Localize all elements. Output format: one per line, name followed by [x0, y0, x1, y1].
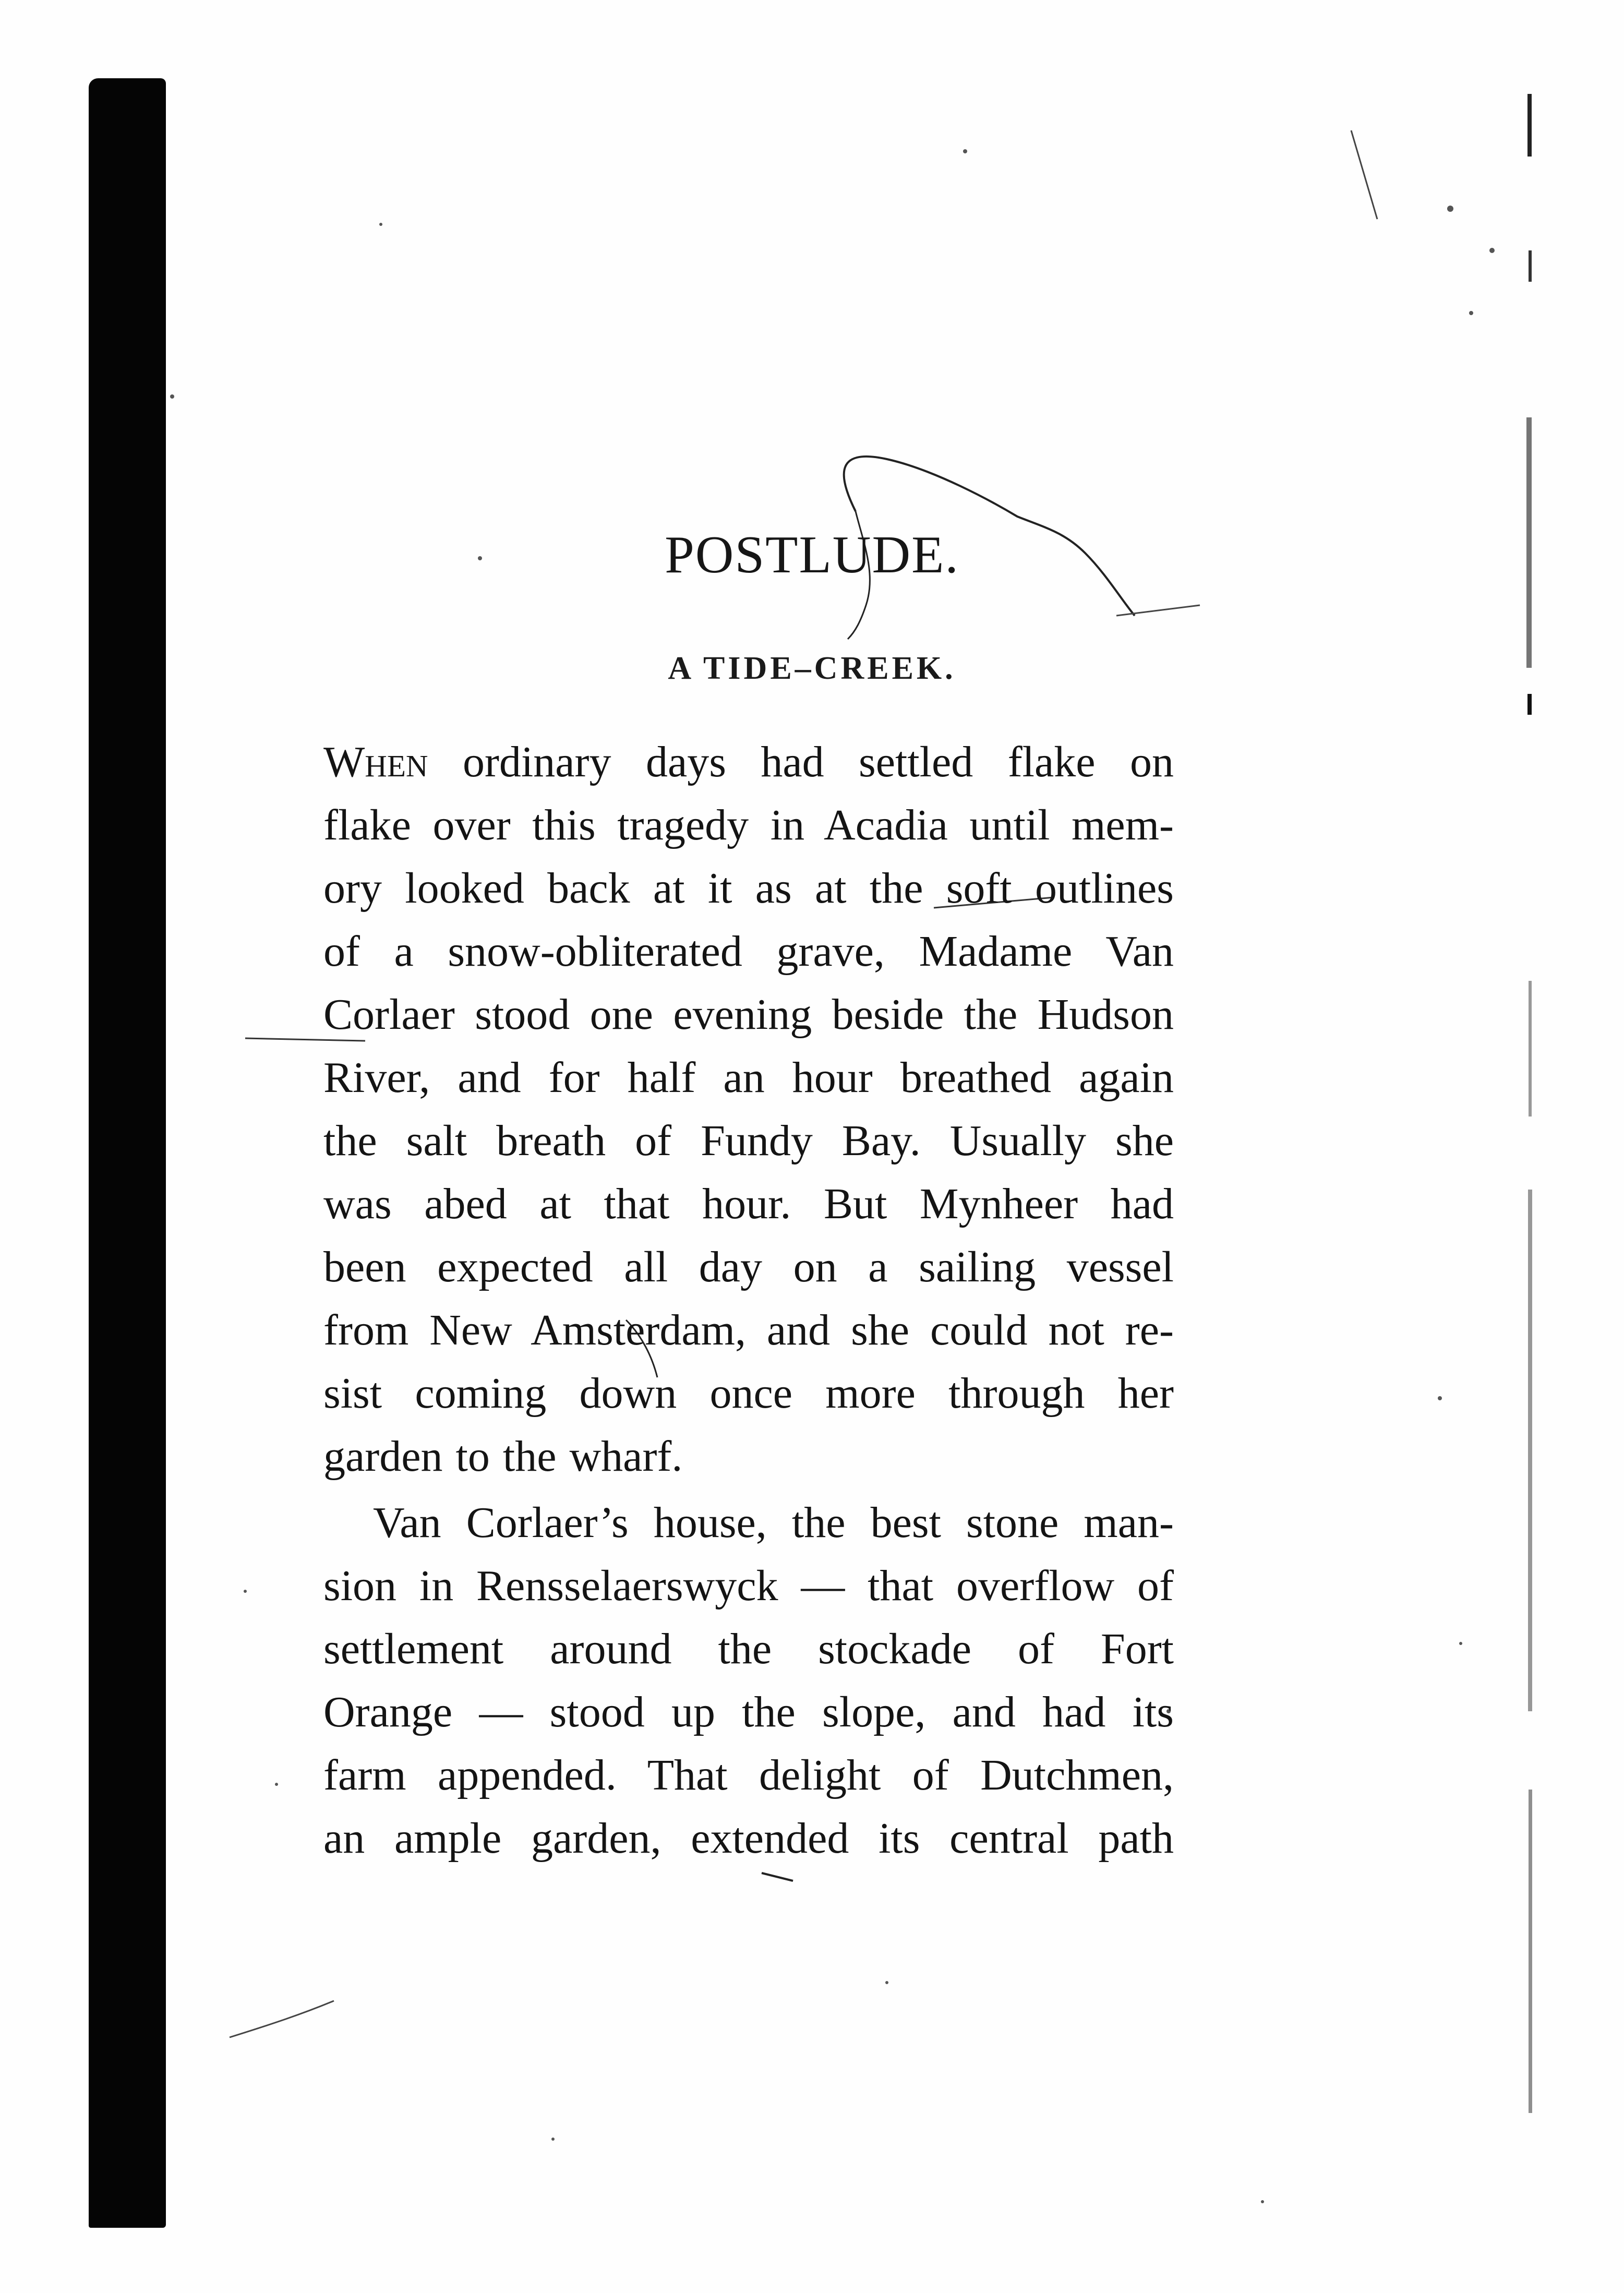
text-line: from New Amsterdam, and she could not re- [323, 1306, 1174, 1354]
text-line: was abed at that hour. But Mynheer had [323, 1180, 1174, 1228]
text-line: settlement around the stockade of Fort [323, 1625, 1174, 1673]
text-line: flake over this tragedy in Acadia until mem- [323, 801, 1174, 849]
text-line: the salt breath of Fundy Bay. Usually she [323, 1117, 1174, 1165]
lead-word: When [323, 738, 428, 786]
text-line: ory looked back at it as at the soft outlines [323, 864, 1174, 913]
text-line: farm appended. That delight of Dutchmen, [323, 1751, 1174, 1799]
text-line: an ample garden, extended its central path [323, 1814, 1174, 1863]
stray-mark [230, 2001, 334, 2037]
text-line: of a snow-obliterated grave, Madame Van [323, 927, 1174, 976]
page-title: POSTLUDE. [665, 525, 959, 584]
text-line: sion in Rensselaerswyck — that overflow of [323, 1562, 1174, 1610]
body-text [323, 730, 1174, 1870]
stray-mark [1351, 130, 1377, 219]
text-line: River, and for half an hour breathed again [323, 1053, 1174, 1102]
stray-mark [762, 1873, 793, 1881]
text-line: sist coming down once more through her [323, 1369, 1174, 1418]
gutter-scan-noise [1518, 94, 1542, 2129]
page-subtitle: A TIDE–CREEK. [668, 651, 956, 686]
text-line: been expected all day on a sailing vessel [323, 1243, 1174, 1291]
text-line: Van Corlaer’s house, the best stone man- [373, 1498, 1174, 1547]
text-line: garden to the wharf. [323, 1432, 683, 1481]
text-line: Corlaer stood one evening beside the Hudson [323, 990, 1174, 1039]
text-line: When ordinary days had settled flake on [323, 738, 1174, 786]
text-line: Orange — stood up the slope, and had its [323, 1688, 1174, 1736]
